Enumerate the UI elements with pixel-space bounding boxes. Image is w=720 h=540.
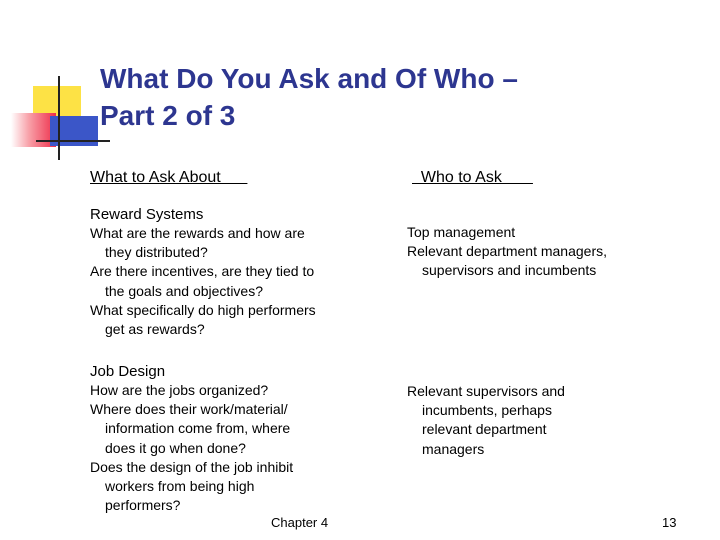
slide-title: [100, 60, 700, 134]
who-line: Relevant supervisors and: [407, 383, 565, 399]
reward-systems-heading: Reward Systems: [90, 206, 204, 223]
job-design-questions: [90, 362, 293, 515]
who-line: incumbents, perhaps: [422, 402, 552, 419]
question-line: Are there incentives, are they tied to: [90, 263, 315, 280]
page-number: 13: [662, 515, 677, 530]
question-line: Does the design of the job inhibit: [90, 458, 294, 475]
column-header-who: Who to Ask: [412, 169, 533, 186]
question-line: performers?: [105, 497, 181, 514]
who-line: supervisors and incumbents: [422, 262, 597, 279]
title-line-2: Part 2 of 3: [100, 100, 236, 131]
question-line: workers from being high: [105, 478, 255, 495]
question-line: What are the rewards and how are: [90, 225, 305, 241]
logo-line-horizontal: [36, 140, 110, 142]
question-line: information come from, where: [105, 420, 291, 437]
job-design-who: [407, 382, 565, 459]
question-line: the goals and objectives?: [105, 282, 263, 299]
who-line: Relevant department managers,: [407, 243, 607, 260]
question-line: they distributed?: [105, 244, 208, 261]
question-line: What specifically do high performers: [90, 301, 316, 318]
logo-line-vertical: [58, 76, 60, 160]
question-line: get as rewards?: [105, 321, 205, 338]
footer-chapter: Chapter 4: [271, 515, 329, 530]
who-line: relevant department: [422, 421, 547, 438]
reward-systems-questions: [90, 205, 316, 339]
who-line: Top management: [407, 224, 516, 240]
job-design-heading: Job Design: [90, 363, 166, 380]
question-line: does it go when done?: [105, 439, 246, 456]
question-line: Where does their work/material/: [90, 401, 288, 418]
column-header-what: What to Ask About: [90, 169, 248, 186]
title-line-1: What Do You Ask and Of Who –: [100, 63, 518, 94]
question-line: How are the jobs organized?: [90, 382, 269, 398]
reward-systems-who: [407, 223, 607, 281]
who-line: managers: [422, 440, 485, 457]
